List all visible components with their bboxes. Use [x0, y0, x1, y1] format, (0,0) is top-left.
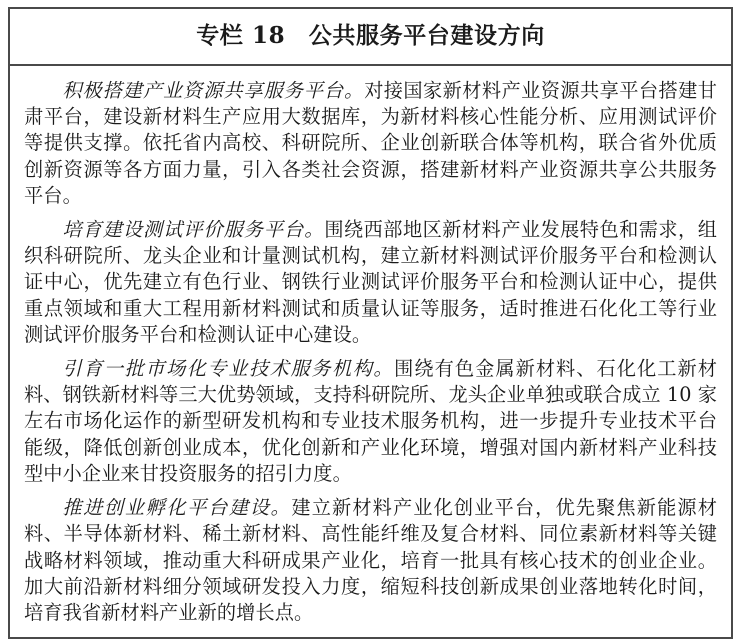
paragraph-lead: 引育一批市场化专业技术服务机构。	[62, 356, 395, 380]
callout-box-header	[10, 9, 731, 66]
callout-box	[8, 7, 733, 639]
paragraph	[24, 356, 717, 488]
paragraph	[24, 217, 717, 349]
paragraph-text: 围绕西部地区新材料产业发展特色和需求，组织科研院所、龙头企业和计量测试机构，建立新材料测试评价服务平台和检测认证中心，优先建立有色行业、钢铁行业测试评价服务平台和检测认证中心，提供重点领域和重大工程用新材料测试和质量认证等服务，适时推进石化化工等行业测试评价服务平台和检测认证中心建设。	[24, 217, 717, 347]
paragraph	[24, 495, 717, 627]
paragraph-lead: 推进创业孵化平台建设。	[62, 495, 292, 519]
paragraph	[24, 78, 717, 210]
paragraph-lead: 培育建设测试评价服务平台。	[62, 217, 325, 241]
callout-box-body	[10, 66, 731, 637]
paragraph-text: 围绕有色金属新材料、石化化工新材料、钢铁新材料等三大优势领域，支持科研院所、龙头企业单独或联合成立 10 家左右市场化运作的新型研发机构和专业技术服务机构，进一步提升专业技术平台能级，降低创新创业成本，优化创新和产业化环境，增强对国内新材料产业科技型中小企业来甘投资服务的招引力度。	[24, 356, 717, 486]
paragraph-text: 建立新材料产业化创业平台，优先聚焦新能源材料、半导体新材料、稀土新材料、高性能纤维及复合材料、同位素新材料等关键战略材料领域，推动重大科研成果产业化，培育一批具有核心技术的创业企业。加大前沿新材料细分领域研发投入力度，缩短科技创新成果创业落地转化时间，培育我省新材料产业新的增长点。	[24, 495, 717, 625]
paragraph-text: 对接国家新材料产业资源共享平台搭建甘肃平台，建设新材料生产应用大数据库，为新材料核心性能分析、应用测试评价等提供支撑。依托省内高校、科研院所、企业创新联合体等机构，联合省外优质创新资源等各方面力量，引入各类社会资源，搭建新材料产业资源共享公共服务平台。	[24, 78, 717, 208]
paragraph-lead: 积极搭建产业资源共享服务平台。	[62, 78, 365, 102]
callout-box-title: 专栏 18 公共服务平台建设方向	[196, 22, 545, 49]
